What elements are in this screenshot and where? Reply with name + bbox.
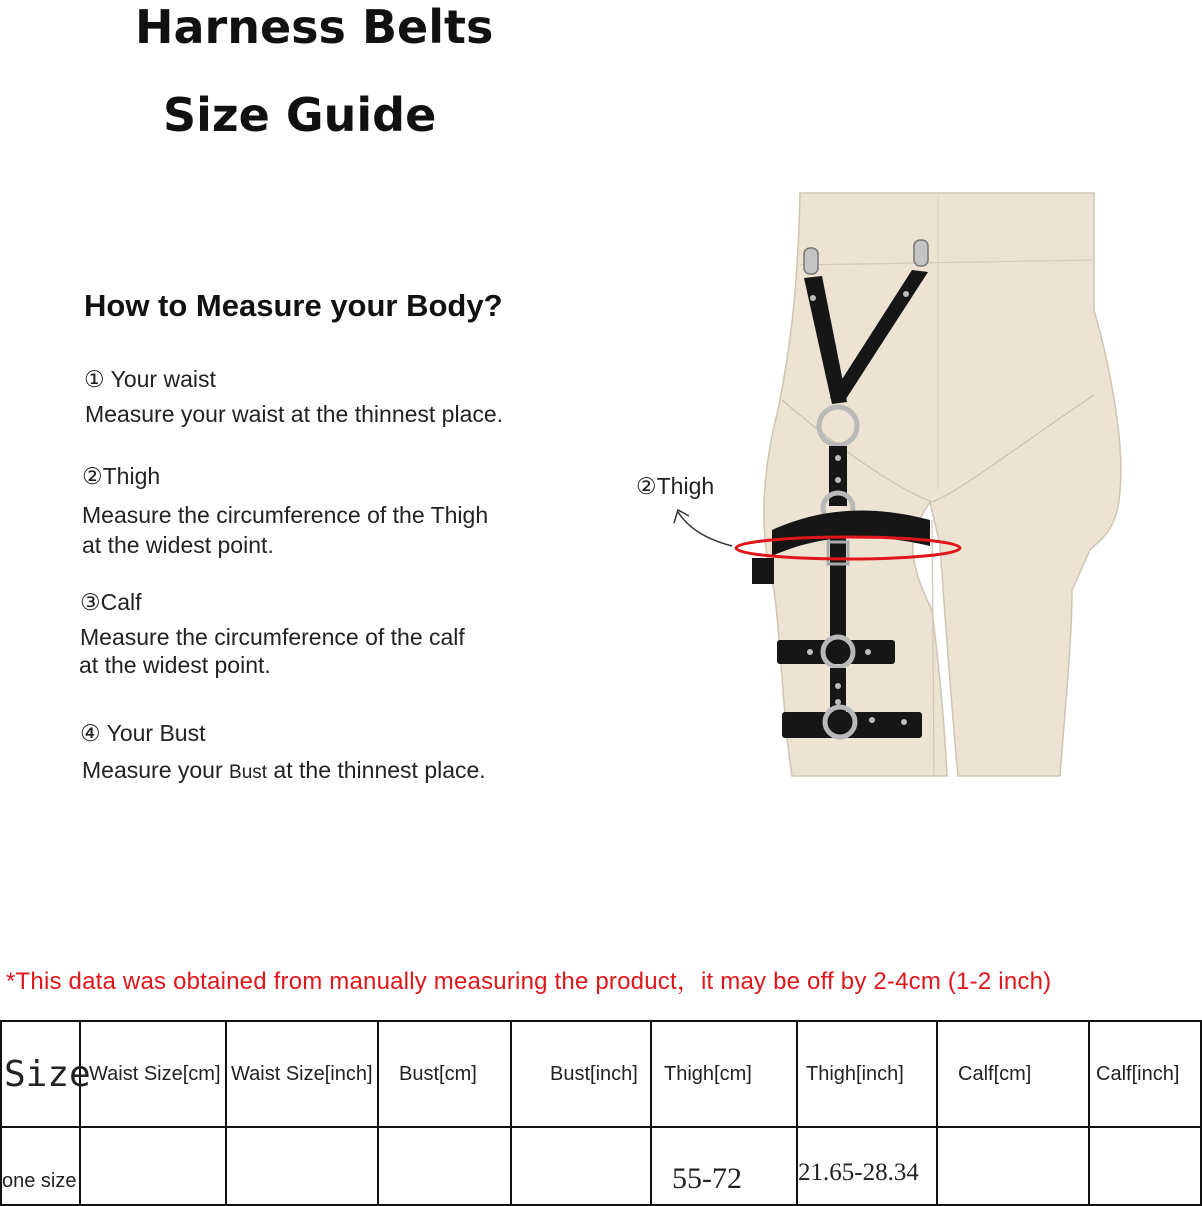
strap-band-2 (777, 640, 895, 664)
step-calf-title (80, 589, 142, 616)
step-bust-title (80, 720, 205, 747)
table-cell (1089, 1127, 1201, 1205)
table-cell (80, 1127, 226, 1205)
step-thigh-title (82, 463, 160, 490)
table-cell (511, 1127, 651, 1205)
clip-right (914, 240, 928, 266)
size-table (0, 1020, 1202, 1206)
step-calf-desc-line1: Measure the circumference of the calf (80, 624, 465, 650)
table-cell (378, 1127, 511, 1205)
header-cell: Bust[cm] (378, 1021, 511, 1127)
header-cell: Calf[inch] (1089, 1021, 1201, 1127)
table-cell: one size (1, 1127, 80, 1205)
table-cell (226, 1127, 378, 1205)
step-number: ③ (80, 589, 101, 615)
step-label: Calf (100, 589, 142, 615)
table-cell: 21.65-28.34 (797, 1127, 937, 1205)
clip-left (804, 248, 818, 274)
header-cell: Waist Size[cm] (80, 1021, 226, 1127)
step-label: Thigh (102, 463, 161, 489)
step-calf-desc-line2: at the widest point. (79, 652, 271, 678)
strap-thigh-buckle-end (752, 558, 774, 584)
step-label: Your Bust (100, 720, 206, 746)
step-number: ④ (80, 720, 101, 746)
harness-product-image (632, 190, 1192, 790)
header-cell: Calf[cm] (937, 1021, 1089, 1127)
header-cell: Thigh[cm] (651, 1021, 797, 1127)
page-title: Harness Belts (135, 0, 494, 54)
measure-heading: How to Measure your Body? (84, 288, 503, 323)
thigh-callout-arrow (678, 512, 732, 546)
step-label: Your waist (104, 366, 216, 392)
step-waist-title (84, 366, 216, 393)
page-subtitle: Size Guide (163, 88, 437, 142)
header-cell: Waist Size[inch] (226, 1021, 378, 1127)
table-cell: 55-72 (651, 1127, 797, 1205)
header-cell: Bust[inch] (511, 1021, 651, 1127)
step-number: ② (82, 463, 103, 489)
table-cell (937, 1127, 1089, 1205)
header-cell: Thigh[inch] (797, 1021, 937, 1127)
table-row (1, 1127, 1201, 1205)
step-waist-desc: Measure your waist at the thinnest place. (85, 401, 504, 427)
table-header-row (1, 1021, 1201, 1127)
thigh-callout-label: ②Thigh (636, 473, 715, 499)
step-number: ① (84, 366, 105, 392)
step-thigh-desc-line2: at the widest point. (82, 532, 274, 558)
step-thigh-desc-line1: Measure the circumference of the Thigh (82, 502, 489, 528)
step-bust-desc: Measure your Bust at the thinnest place. (82, 757, 486, 783)
header-cell: Size (1, 1021, 80, 1127)
measurement-disclaimer: *This data was obtained from manually measuring the product，it may be off by 2-4cm (1-2 inch) (6, 968, 1052, 995)
